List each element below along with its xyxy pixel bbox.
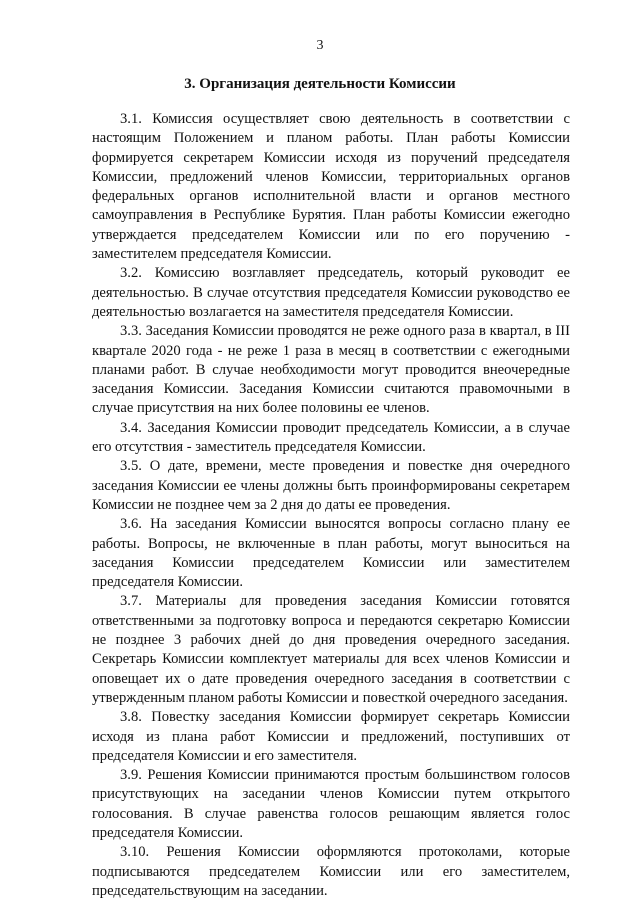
paragraph-3-5: 3.5. О дате, времени, месте проведения и повестке дня очередного заседания Комиссии ее члены должны быть проинформированы секретарем Комиссии не позднее чем за 2 дня до даты ее проведения.	[92, 458, 570, 513]
paragraph-3-3: 3.3. Заседания Комиссии проводятся не реже одного раза в квартал, в III квартале 2020 года - не реже 1 раза в месяц в соответствии с ежегодными планами работ. В случае необходимости могут проводится внеочередные заседания Комиссии. Заседания Комиссии считаются правомочными в случае присутствия на них более половины ее членов.	[92, 323, 570, 417]
paragraph-3-10: 3.10. Решения Комиссии оформляются протоколами, которые подписываются председателем Комиссии или его заместителем, председательствующим на заседании.	[92, 844, 570, 899]
paragraph-3-1: 3.1. Комиссия осуществляет свою деятельность в соответствии с настоящим Положением и планом работы. План работы Комиссии формируется секретарем Комиссии исходя из поручений председателя Комиссии, предложений членов Комиссии, территориальных органов федеральных органов исполнительной власти и органов местного самоуправления в Республике Бурятия. План работы Комиссии ежегодно утверждается председателем Комиссии или по его поручению - заместителем председателя Комиссии.	[92, 111, 570, 263]
section-body	[92, 110, 570, 901]
paragraph-3-9: 3.9. Решения Комиссии принимаются простым большинством голосов присутствующих на заседании членов Комиссии путем открытого голосования. В случае равенства голосов решающим является голос председателя Комиссии.	[92, 767, 570, 841]
page-number: 3	[316, 38, 324, 53]
section-title: 3. Организация деятельности Комиссии	[184, 76, 456, 92]
paragraph-3-6: 3.6. На заседания Комиссии выносятся вопросы согласно плану ее работы. Вопросы, не включенные в план работы, могут выноситься на заседания Комиссии председателем Комиссии или заместителем председателя Комиссии.	[92, 516, 570, 591]
paragraph-3-4: 3.4. Заседания Комиссии проводит председатель Комиссии, а в случае его отсутствия - заместитель председателя Комиссии.	[92, 419, 570, 456]
paragraph-3-7: 3.7. Материалы для проведения заседания Комиссии готовятся ответственными за подготовку вопроса и передаются секретарю Комиссии не позднее 3 рабочих дней до дня проведения очередного заседания. Секретарь Комиссии комплектует материалы для всех членов Комиссии и оповещает их о дате проведения очередного заседания в соответствии с утвержденным планом работы Комиссии и повесткой очередного заседания.	[92, 593, 570, 706]
paragraph-3-8: 3.8. Повестку заседания Комиссии формирует секретарь Комиссии исходя из плана работ Комиссии и предложений, поступивших от председателя Комиссии и его заместителя.	[92, 709, 570, 764]
paragraph-3-2: 3.2. Комиссию возглавляет председатель, который руководит ее деятельностью. В случае отсутствия председателя Комиссии руководство ее деятельностью возлагается на заместителя председателя Комиссии.	[92, 265, 570, 320]
